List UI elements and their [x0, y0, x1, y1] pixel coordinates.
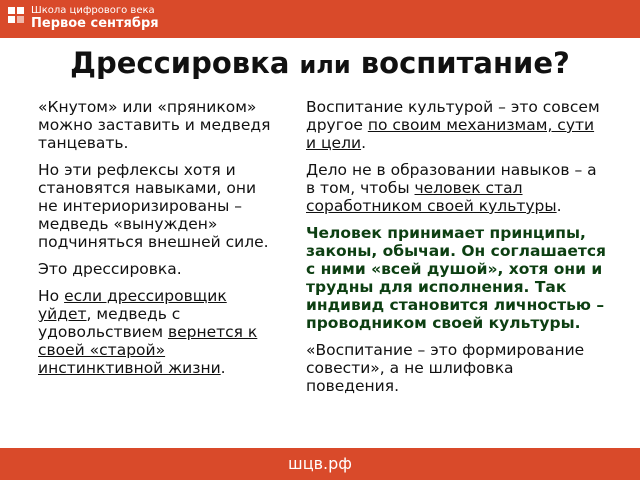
right-p1-text-a: Воспитание культурой – это совсем другое [306, 98, 600, 134]
left-paragraph-3: Это дрессировка. [38, 260, 182, 278]
right-paragraph-2 [306, 161, 606, 215]
left-paragraph-1: «Кнутом» или «пряником» можно заставить и медведя танцевать. [38, 98, 271, 152]
footer-bar [0, 448, 640, 480]
title-part1: Дрессировка [70, 46, 300, 80]
left-p4-text-a: Но [38, 287, 65, 305]
right-paragraph-4: «Воспитание – это формирование совести», а не шлифовка поведения. [306, 341, 585, 395]
right-p1-text-b: . [361, 134, 367, 152]
left-column [38, 98, 278, 386]
right-paragraph-1 [306, 98, 606, 152]
footer-site-link[interactable]: шцв.рф [288, 454, 352, 473]
slide-title [0, 46, 640, 80]
title-part3: воспитание? [350, 46, 570, 80]
logo-icon [8, 7, 25, 24]
logo[interactable] [8, 5, 159, 31]
logo-line2: Первое сентября [31, 15, 159, 31]
logo-line1: Школа цифрового века [31, 5, 155, 16]
right-p2-underline: человек стал соработником своей культуры [306, 179, 557, 215]
left-p4-underline-1: если дрессировщик уйдет [38, 287, 227, 323]
title-part2: или [299, 51, 351, 79]
left-p4-text-c: . [220, 359, 226, 377]
right-column [306, 98, 606, 404]
left-paragraph-4 [38, 287, 278, 377]
right-p2-text-a: Дело не в образовании навыков – а в том, чтобы [306, 161, 597, 197]
left-p4-text-b: , медведь с удовольствием [38, 305, 181, 341]
right-p2-text-b: . [556, 197, 562, 215]
right-paragraph-3: Человек принимает принципы, законы, обычаи. Он соглашается с ними «всей душой», хотя они и трудны для исполнения. Так индивид становится личностью – проводником своей культуры. [306, 224, 606, 332]
right-p1-underline: по своим механизмам, сути и цели [306, 116, 595, 152]
left-paragraph-2: Но эти рефлексы хотя и становятся навыками, они не интериоризированы – медведь «вынужден» подчиняться внешней силе. [38, 161, 269, 251]
top-bar [0, 0, 640, 38]
left-p4-underline-2: вернется к своей «старой» инстинктивной жизни [38, 323, 258, 377]
